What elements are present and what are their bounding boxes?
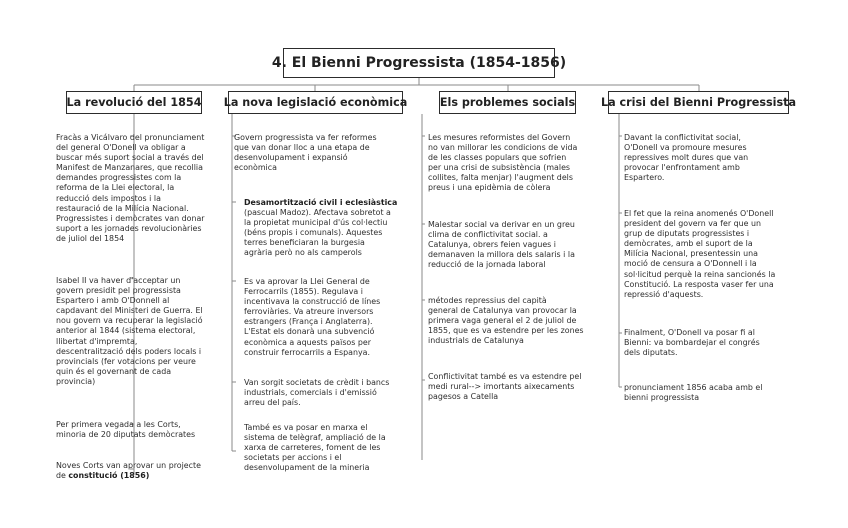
note-col1-5: També es va posar en marxa el sistema de telègraf, ampliació de la xarxa de carreteres, foment de les societats per accions i el desenvolupament de la mineria — [244, 423, 386, 473]
note-col3-2: El fet que la reina anomenés O'Donell president del govern va fer que un grup de diputats progressistes i demòcrates, amb el suport de la Milícia Nacional, presentessin una moció de censura a O'Donnell i la sol·licitud perquè la reina sancionés la Constitució. La resposta vaser fer una repressió d'aquests. — [624, 209, 776, 299]
header-la-nova-legislacio-economica: La nova legislació econòmica — [228, 91, 403, 114]
note-col0-4: Noves Corts van aprovar un projecte de constitució (1856) — [56, 461, 201, 481]
note-col0-1: Fracàs a Vicálvaro del pronunciament del general O'Donell va obligar a buscar més suport social a través del Manifest de Manzanares, que recollia demandes progressistes com la reforma de la Llei electoral, la reducció dels impostos i la restauració de la Milícia Nacional. Progressistes i demòcrates van donar suport a les jornades revolucionàries de juliol del 1854 — [56, 133, 205, 243]
header-la-crisi-del-bienni: La crisi del Bienni Progressista — [608, 91, 789, 114]
note-col0-3: Per primera vegada a les Corts, minoria de 20 diputats demòcrates — [56, 420, 196, 440]
note-col0-2: Isabel II va haver d'acceptar un govern presidit pel progressista Espartero i amb O'Donnell al capdavant del Ministeri de Guerra. El nou govern va recuperar la legislació anterior al 1844 (sistema electoral, llibertat d'impremta, descentralització dels poders locals i provincials (fer votacions per veure quin és el governant de cada provincia) — [56, 276, 203, 386]
note-col1-4: Van sorgit societats de crèdit i bancs industrials, comercials i d'emissió arreu del país. — [244, 378, 390, 408]
note-col2-4: Conflictivitat també es va estendre pel medi rural--> imortants aixecaments pagesos a Catella — [428, 372, 582, 402]
note-col2-3: métodes repressius del capità general de Catalunya van provocar la primera vaga general el 2 de juliol de 1855, que es va estendre per les zones industrials de Catalunya — [428, 296, 584, 346]
title-connector — [134, 78, 699, 91]
header-la-revolucio-del-1854: La revolució del 1854 — [66, 91, 202, 114]
column-3-connector — [619, 114, 622, 387]
note-col3-3: Finalment, O'Donell va posar fi al Bienni: va bombardejar el congrés dels diputats. — [624, 328, 760, 358]
desamortitzacio-heading: Desamortització civil i eclesiàstica — [244, 198, 398, 207]
note-col2-2: Malestar social va derivar en un greu clima de conflictivitat social. a Catalunya, obrers feien vagues i demanaven la millora dels salaris i la reducció de la jornada laboral — [428, 220, 575, 270]
note-col2-1: Les mesures reformistes del Govern no van millorar les condicions de vida de les classes populars que sofrien per una crisi de subsistència (males collites, falta menjar) l'augment dels preus i una epidèmia de còlera — [428, 133, 578, 193]
note-col3-4: pronunciament 1856 acaba amb el bienni progressista — [624, 383, 763, 403]
note-col1-2: Desamortització civil i eclesiàstica (pascual Madoz). Afectava sobretot a la propietat municipal d'ús col·lectiu (béns propis i comunals). Aquestes terres beneficiaran la burgesia agrària però no als camperols — [244, 198, 398, 258]
note-col1-1: Govern progressista va fer reformes que van donar lloc a una etapa de desenvolupament i expansió econòmica — [234, 133, 377, 173]
note-col3-1: Davant la conflictivitat social, O'Donell va promoure mesures repressives molt dures que van provocar l'enfrontament amb Espartero. — [624, 133, 749, 183]
page-title: 4. El Bienni Progressista (1854-1856) — [283, 48, 555, 78]
column-2-connector — [422, 114, 425, 460]
header-els-problemes-socials: Els problemes socials — [439, 91, 576, 114]
note-col1-3: Es va aprovar la Llei General de Ferrocarrils (1855). Regulava i incentivava la construcció de línes ferroviàries. Va atreure inversors estrangers (França i Anglaterra). L'Estat els donarà una subvenció econòmica a aquests països per construir ferrocarrils a Espanya. — [244, 277, 381, 357]
